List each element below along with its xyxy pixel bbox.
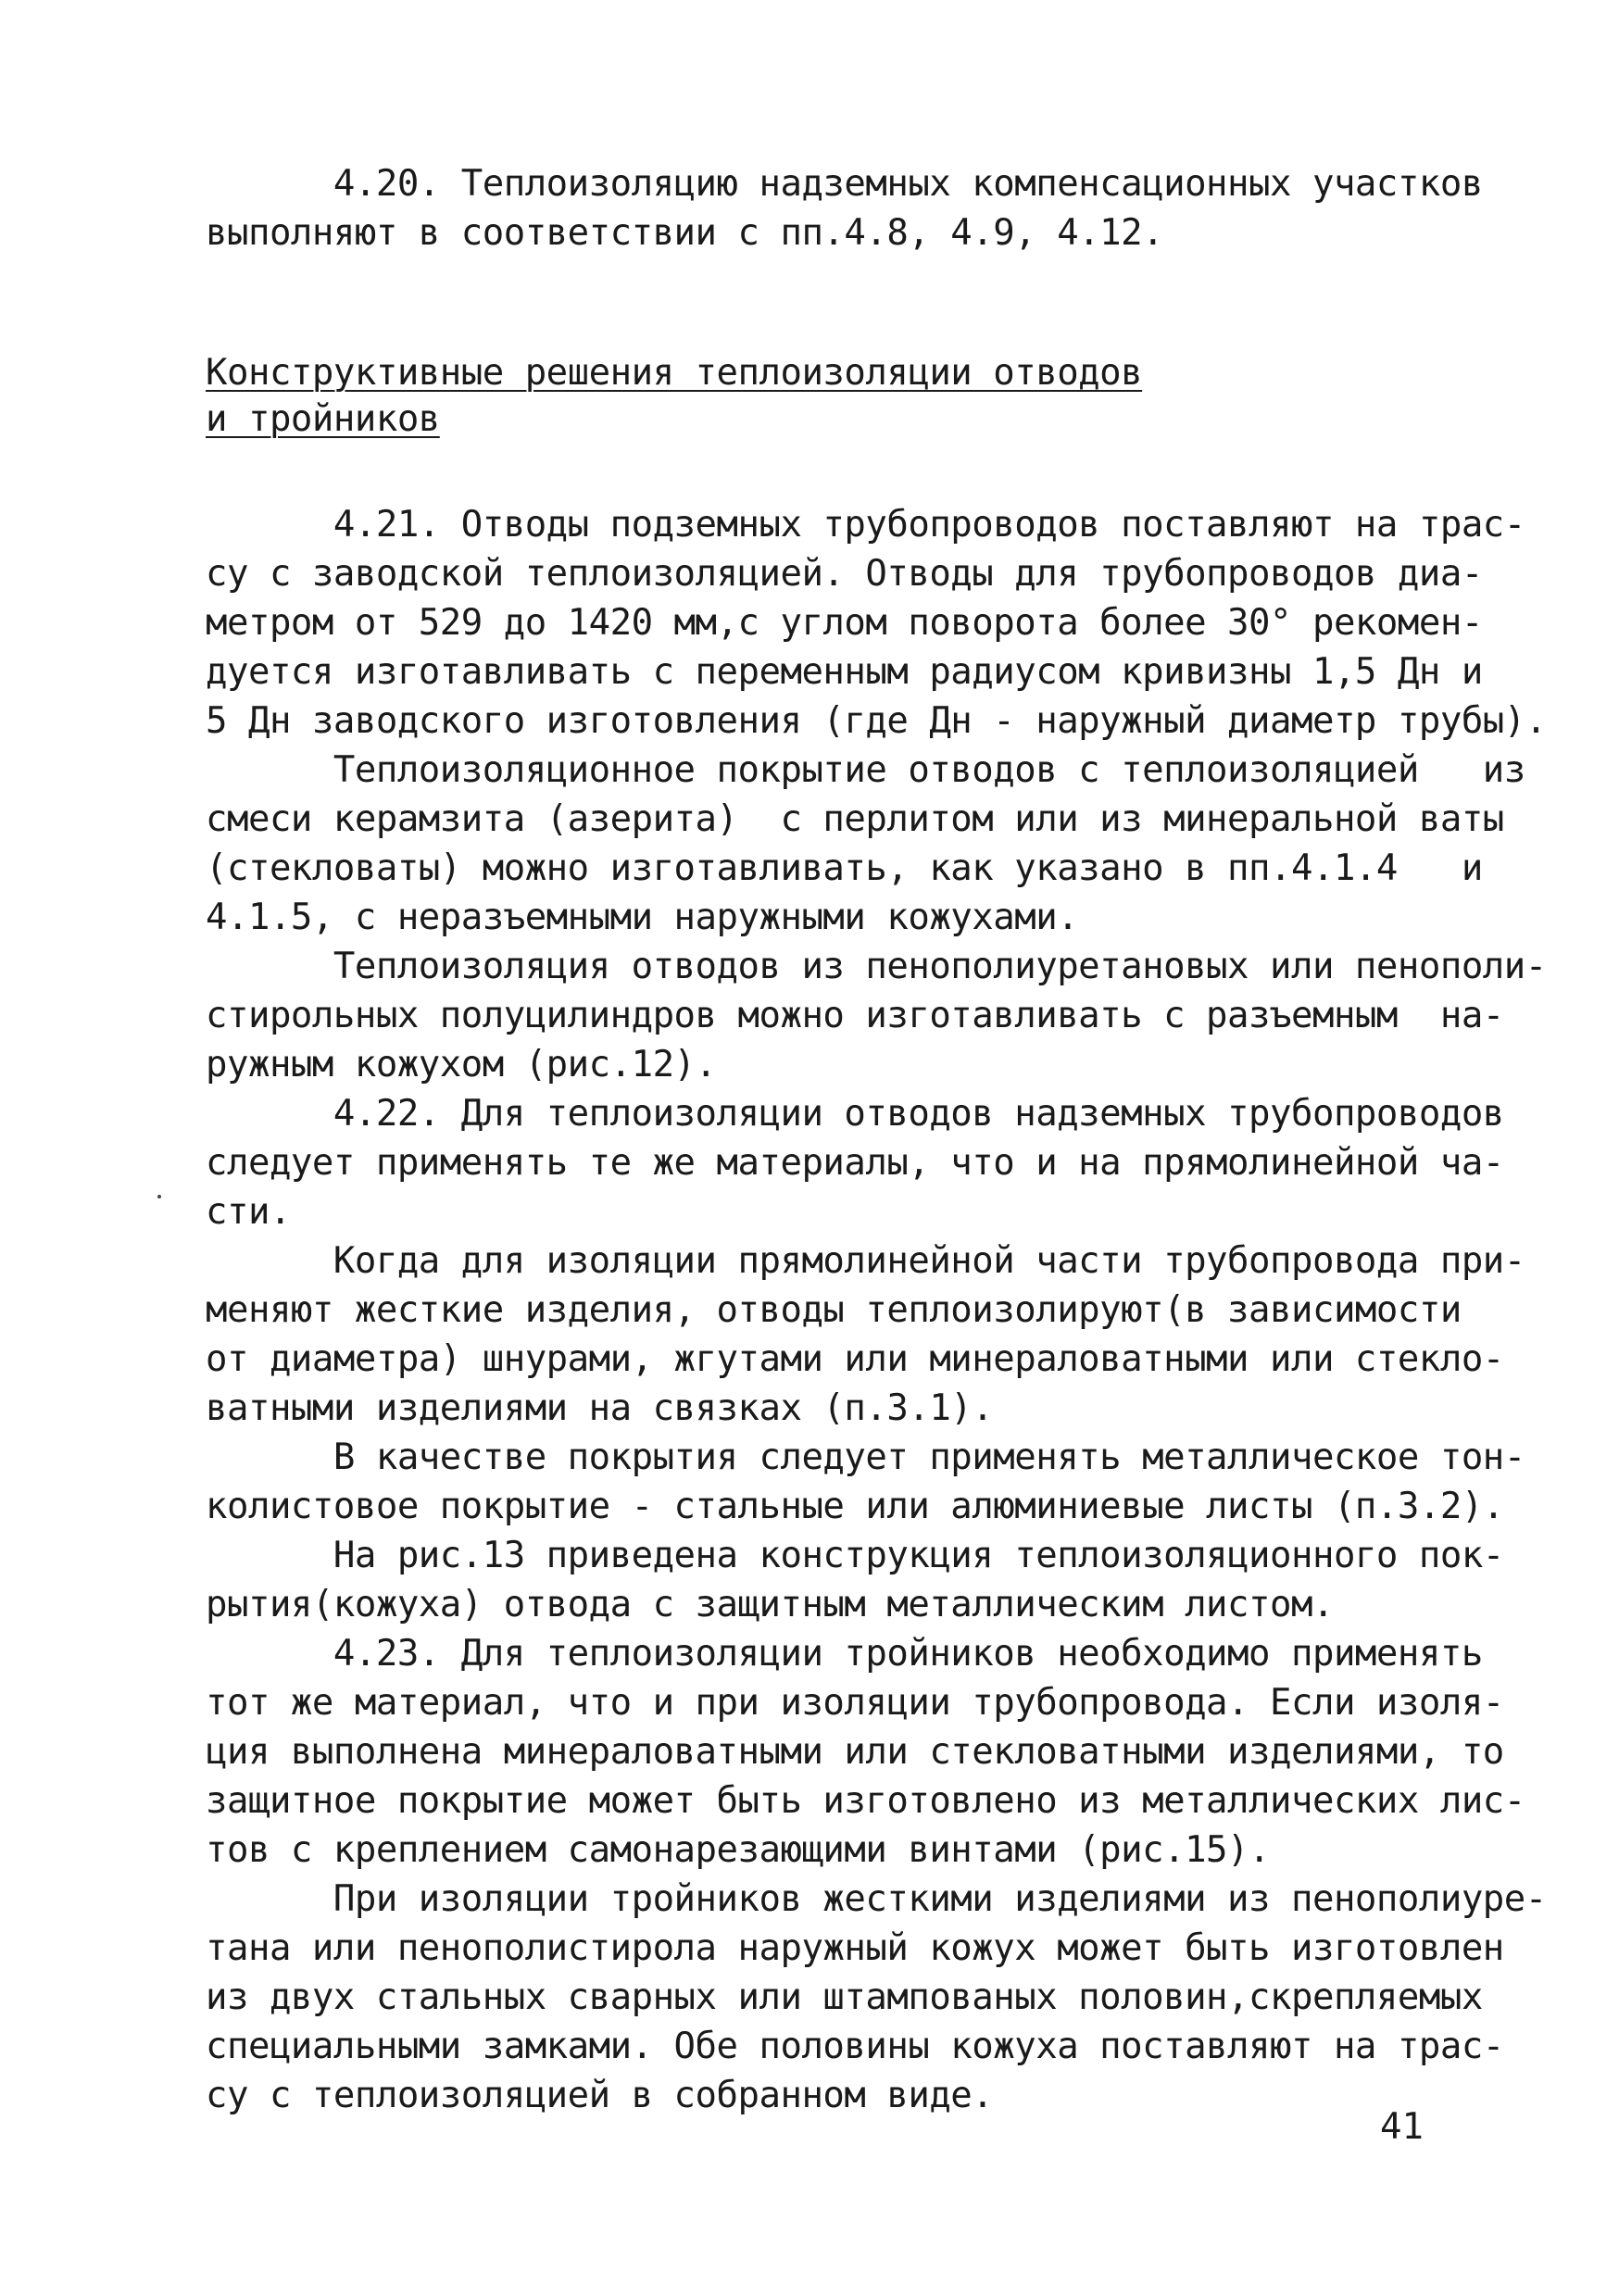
- text-line: 4.21. Отводы подземных трубопроводов поставляют на трас-: [206, 504, 1525, 546]
- text-line: тов с креплением самонарезающими винтами (рис.15).: [206, 1829, 1270, 1871]
- text-line: На рис.13 приведена конструкция теплоизоляционного пок-: [206, 1535, 1504, 1576]
- text-line: колистовое покрытие - стальные или алюминиевые листы (п.3.2).: [206, 1486, 1504, 1527]
- text-line: ция выполнена минераловатными или стекловатными изделиями, то: [206, 1731, 1504, 1773]
- text-line: су с заводской теплоизоляцией. Отводы для трубопроводов диа-: [206, 553, 1483, 595]
- text-line: тот же материал, что и при изоляции трубопровода. Если изоля-: [206, 1682, 1504, 1724]
- text-line: следует применять те же материалы, что и на прямолинейной ча-: [206, 1142, 1504, 1184]
- text-line: В качестве покрытия следует применять металлическое тон-: [206, 1437, 1525, 1478]
- margin-speck: [157, 1195, 161, 1198]
- heading-line: и тройников: [206, 398, 440, 440]
- text-line: от диаметра) шнурами, жгутами или минераловатными или стекло-: [206, 1338, 1504, 1380]
- text-line: Когда для изоляции прямолинейной части трубопровода при-: [206, 1240, 1525, 1282]
- text-line: ружным кожухом (рис.12).: [206, 1044, 717, 1085]
- text-line: Теплоизоляция отводов из пенополиуретановых или пенопoли-: [206, 946, 1547, 987]
- page-number: 41: [1380, 2106, 1424, 2148]
- text-line: су с теплоизоляцией в собранном виде.: [206, 2075, 994, 2116]
- heading-line: Конструктивные решения теплоизоляции отводов: [206, 352, 1143, 394]
- text-line: стирольных полуцилиндров можно изготавливать с разъемным на-: [206, 995, 1504, 1036]
- text-line: ватными изделиями на связках (п.3.1).: [206, 1387, 994, 1429]
- text-line: тана или пенополистирола наружный кожух может быть изготовлен: [206, 1927, 1504, 1969]
- text-line: сти.: [206, 1191, 291, 1233]
- text-line: 4.1.5, с неразъемными наружными кожухами.: [206, 897, 1079, 938]
- text-line: защитное покрытие может быть изготовлено из металлических лис-: [206, 1780, 1525, 1822]
- section-heading: [206, 350, 1142, 443]
- text-line: При изоляции тройников жесткими изделиями из пенополиуре-: [206, 1878, 1547, 1920]
- text-line: 4.20. Теплоизоляцию надземных компенсационных участков: [206, 163, 1483, 205]
- text-line: выполняют в соответствии с пп.4.8, 4.9, 4.12.: [206, 212, 1164, 254]
- text-line: меняют жесткие изделия, отводы теплоизолируют(в зависимости: [206, 1289, 1462, 1331]
- text-line: из двух стальных сварных или штампованых половин,скрепляемых: [206, 1976, 1483, 2018]
- text-line: Теплоизоляционное покрытие отводов с теплоизоляцией из: [206, 749, 1525, 791]
- text-line: 5 Дн заводского изготовления (где Дн - наружный диаметр трубы).: [206, 700, 1547, 742]
- text-line: метром от 529 до 1420 мм,с углом поворота более 30° рекомен-: [206, 602, 1483, 644]
- text-line: рытия(кожуха) отвода с защитным металлическим листом.: [206, 1584, 1334, 1625]
- text-line: (стекловаты) можно изготавливать, как указано в пп.4.1.4 и: [206, 847, 1483, 889]
- text-line: специальными замками. Обе половины кожуха поставляют на трас-: [206, 2026, 1504, 2067]
- text-line: смеси керамзита (азерита) с перлитом или из минеральной ваты: [206, 798, 1504, 840]
- text-line: 4.22. Для теплоизоляции отводов надземных трубопроводов: [206, 1093, 1504, 1135]
- paragraph-4-20: [206, 159, 1483, 257]
- text-line: 4.23. Для теплоизоляции тройников необходимо применять: [206, 1633, 1483, 1675]
- body-text: [206, 500, 1547, 2120]
- text-line: дуется изготавливать с переменным радиусом кривизны 1,5 Дн и: [206, 651, 1483, 693]
